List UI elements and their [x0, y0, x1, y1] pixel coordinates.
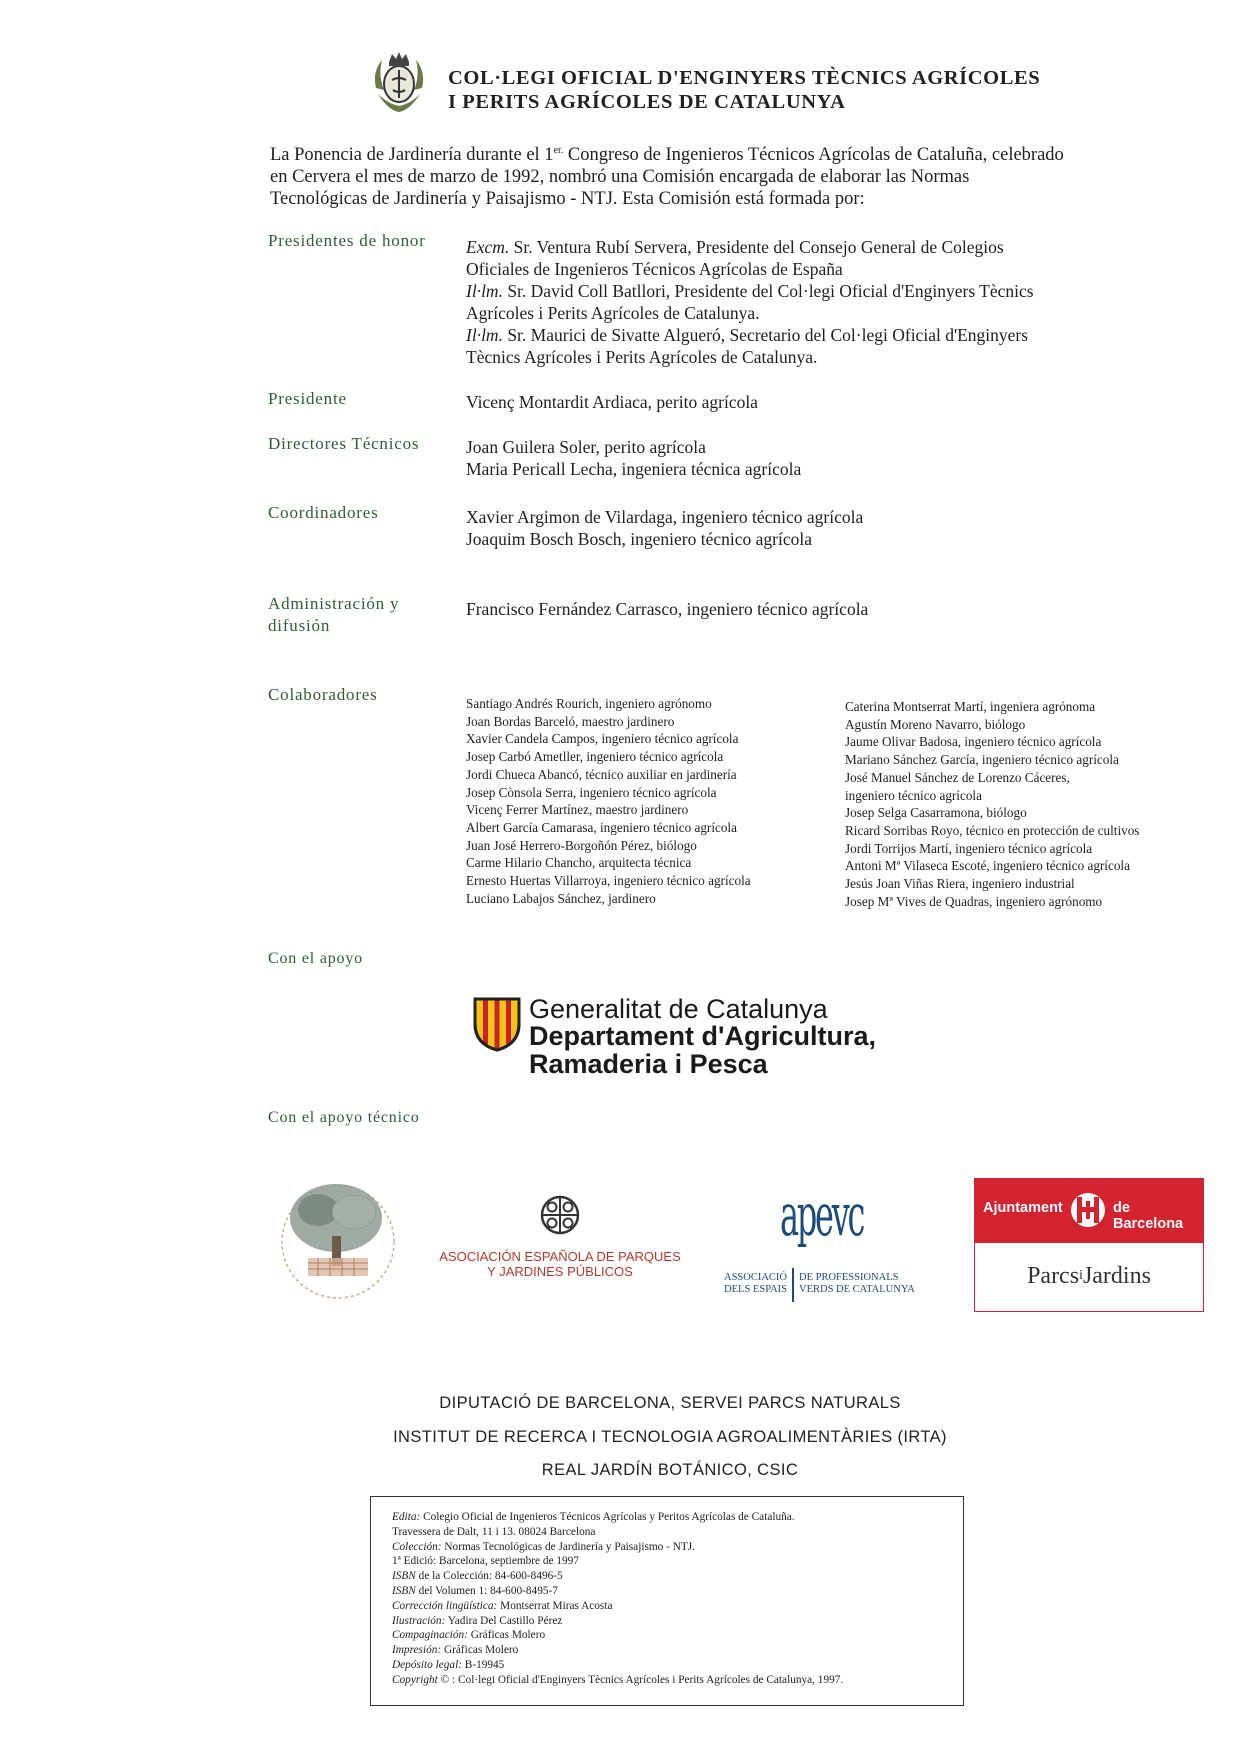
collaborators-column-2	[845, 698, 1139, 910]
honor-member: Il·lm. Sr. Maurici de Sivatte Algueró, Secretario del Col·legi Oficial d'Enginyers	[466, 325, 1029, 345]
aepjp-emblem-icon	[540, 1195, 580, 1235]
collaborator: Antoni Mª Vilaseca Escoté, ingeniero técnico agrícola	[845, 858, 1130, 874]
collaborator: Josep Carbó Ametller, ingeniero técnico agrícola	[466, 749, 724, 765]
ajuntament-barcelona-logo	[974, 1178, 1204, 1312]
ajuntament-text: Ajuntament	[983, 1200, 1063, 1216]
barcelona-emblem-icon	[1069, 1191, 1107, 1229]
director-name: Joan Guilera Soler, perito agrícola	[466, 437, 706, 457]
apevc-divider	[792, 1268, 794, 1302]
header-title-line1: COL·LEGI OFICIAL D'ENGINYERS TÈCNICS AGRÍCOLES	[448, 67, 1041, 89]
generalitat-logo	[472, 995, 922, 1085]
director-name: Maria Pericall Lecha, ingeniera técnica agrícola	[466, 459, 802, 479]
aepjp-line2: Y JARDINES PÚBLICOS	[487, 1264, 633, 1279]
credit-row: Travessera de Dalt, 11 i 13. 08024 Barcelona	[392, 1525, 596, 1538]
publication-credits-box	[370, 1496, 964, 1706]
honor-member-line: Agrícoles i Perits Agrícoles de Catalunya.	[466, 303, 760, 323]
apevc-letters: apevc	[780, 1181, 864, 1249]
collaborator: Jordi Chueca Abancó, técnico auxiliar en jardinería	[466, 766, 737, 782]
apevc-logo	[720, 1180, 930, 1305]
collaborator: Josep Selga Casarramona, biólogo	[845, 805, 1027, 821]
ajuntament-banner	[975, 1179, 1203, 1243]
collaborator: Caterina Montserrat Martí, ingeniera agrónoma	[845, 699, 1096, 714]
coordinators-label: Coordinadores	[268, 503, 379, 522]
apevc-left-line1: ASSOCIACIÓ	[723, 1272, 787, 1283]
collaborator: Agustín Moreno Navarro, biólogo	[845, 716, 1026, 732]
institution-diputacio: DIPUTACIÓ DE BARCELONA, SERVEI PARCS NATURALS	[439, 1394, 901, 1412]
college-crest-icon	[368, 50, 430, 116]
apevc-right-line2: VERDS DE CATALUNYA	[799, 1284, 915, 1295]
intro-text: Congreso de Ingenieros Técnicos Agrícolas de Cataluña, celebrado	[563, 145, 1064, 166]
tech-support-label: Con el apoyo técnico	[268, 1109, 420, 1126]
credit-row: Copyright © : Col·legi Oficial d'Enginyers Tècnics Agrícoles i Perits Agrícoles de Catalunya, 1997.	[392, 1673, 844, 1686]
collaborator: ingeniero técnico agrícola	[845, 787, 982, 803]
honor-member-line: Oficiales de Ingenieros Técnicos Agrícolas de España	[466, 259, 843, 279]
credit-row: Ilustración: Yadira Del Castillo Pérez	[392, 1614, 563, 1627]
intro-paragraph	[270, 140, 1130, 210]
collaborator: Vicenç Ferrer Martínez, maestro jardinero	[466, 802, 689, 818]
coordinator-name: Xavier Argimon de Vilardaga, ingeniero técnico agrícola	[466, 507, 864, 527]
collaborator: Albert García Camarasa, ingeniero técnico agrícola	[466, 819, 737, 835]
collaborator: Mariano Sánchez García, ingeniero técnico agrícola	[845, 752, 1119, 768]
credit-row: Corrección lingüística: Montserrat Miras Acosta	[392, 1599, 613, 1612]
credit-row: 1ª Edició: Barcelona, septiembre de 1997	[392, 1555, 579, 1568]
generalitat-line1: Generalitat de Catalunya	[529, 994, 828, 1024]
collaborator: Jaume Olivar Badosa, ingeniero técnico agrícola	[845, 734, 1102, 750]
collaborators-label: Colaboradores	[268, 685, 378, 704]
credit-row: Colección: Normas Tecnológicas de Jardinería y Paisajismo - NTJ.	[392, 1540, 695, 1553]
aepjp-logo	[435, 1195, 685, 1285]
collaborator: Luciano Labajos Sánchez, jardinero	[466, 890, 656, 906]
apevc-left-line2: DELS ESPAIS	[724, 1284, 787, 1295]
admin-label	[268, 593, 399, 637]
coordinator-name: Joaquim Bosch Bosch, ingeniero técnico agrícola	[466, 529, 813, 549]
admin-name: Francisco Fernández Carrasco, ingeniero técnico agrícola	[466, 599, 869, 619]
intro-text: en Cervera el mes de marzo de 1992, nombró una Comisión encargada de elaborar las Normas	[270, 167, 970, 188]
president-name: Vicenç Montardit Ardiaca, perito agrícola	[466, 392, 758, 412]
collaborator: Ricard Sorribas Royo, técnico en protección de cultivos	[845, 822, 1140, 838]
letterhead	[368, 50, 1088, 120]
header-title-line2: I PERITS AGRÍCOLES DE CATALUNYA	[448, 91, 846, 113]
collaborator: Joan Bordas Barceló, maestro jardinero	[466, 713, 675, 729]
admin-label-line: difusión	[268, 616, 331, 635]
honor-member-line: Tècnics Agrícoles i Perits Agrícoles de Catalunya.	[466, 347, 818, 367]
collaborators-column-1	[466, 695, 751, 907]
credit-row: Compaginación: Gráficas Molero	[392, 1629, 546, 1642]
directors-label: Directores Técnicos	[268, 434, 420, 453]
credit-row: Edita: Colegio Oficial de Ingenieros Técnicos Agrícolas y Peritos Agrícolas de Cataluña.	[392, 1511, 795, 1523]
collaborator: Josep Mª Vives de Quadras, ingeniero agrónomo	[845, 893, 1103, 909]
intro-superscript: er.	[553, 145, 564, 156]
parcs-jardins-text: ParcsiJardins	[1027, 1263, 1151, 1289]
admin-label-line: Administración y	[268, 594, 400, 613]
barcelona-text: de Barcelona	[1113, 1200, 1184, 1232]
collaborator: Xavier Candela Campos, ingeniero técnico agrícola	[466, 731, 739, 747]
honor-members	[466, 236, 1034, 368]
credit-row: Depósito legal: B-19945	[392, 1658, 505, 1671]
aepjp-line1: ASOCIACIÓN ESPAÑOLA DE PARQUES	[439, 1249, 681, 1264]
support-label: Con el apoyo	[268, 950, 363, 967]
collaborator: Josep Cònsola Serra, ingeniero técnico agrícola	[466, 784, 717, 800]
honor-label: Presidentes de honor	[268, 231, 426, 250]
collaborator: Juan José Herrero-Borgoñón Pérez, biólogo	[466, 837, 697, 853]
collaborator: Jesús Joan Viñas Riera, ingeniero industrial	[845, 876, 1075, 892]
intro-text: La Ponencia de Jardinería durante el 1	[270, 145, 554, 166]
president-label: Presidente	[268, 389, 347, 408]
institution-irta: INSTITUT DE RECERCA I TECNOLOGIA AGROALIMENTÀRIES (IRTA)	[393, 1428, 947, 1446]
honor-member: Il·lm. Sr. David Coll Batllori, Presidente del Col·legi Oficial d'Enginyers Tècnics	[466, 281, 1034, 301]
generalitat-line2: Departament d'Agricultura,	[529, 1021, 876, 1051]
collaborator: Carme Hilario Chancho, arquitecta técnica	[466, 855, 692, 871]
tree-seal-logo	[278, 1168, 398, 1316]
collaborator: Santiago Andrés Rourich, ingeniero agrónomo	[466, 696, 712, 711]
collaborator: José Manuel Sánchez de Lorenzo Cáceres,	[845, 769, 1070, 785]
apevc-right-line1: DE PROFESSIONALS	[799, 1272, 899, 1283]
coordinators-names	[466, 506, 863, 550]
intro-text: Tecnológicas de Jardinería y Paisajismo - NTJ. Esta Comisión está formada por:	[270, 189, 865, 210]
credit-row: ISBN del Volumen 1: 84-600-8495-7	[392, 1584, 558, 1597]
honor-member: Excm. Sr. Ventura Rubí Servera, Presidente del Consejo General de Colegios	[466, 237, 1004, 257]
generalitat-line3: Ramaderia i Pesca	[529, 1049, 768, 1079]
credit-row: ISBN de la Colección: 84-600-8496-5	[392, 1570, 563, 1583]
collaborator: Ernesto Huertas Villarroya, ingeniero técnico agrícola	[466, 873, 751, 889]
collaborator: Jordi Torrijos Martí, ingeniero técnico agrícola	[845, 840, 1093, 856]
institution-jardin-botanico: REAL JARDÍN BOTÁNICO, CSIC	[541, 1461, 799, 1479]
credit-row: Impresión: Gráficas Molero	[392, 1644, 519, 1657]
catalan-shield-icon	[472, 996, 522, 1052]
directors-names	[466, 436, 801, 480]
